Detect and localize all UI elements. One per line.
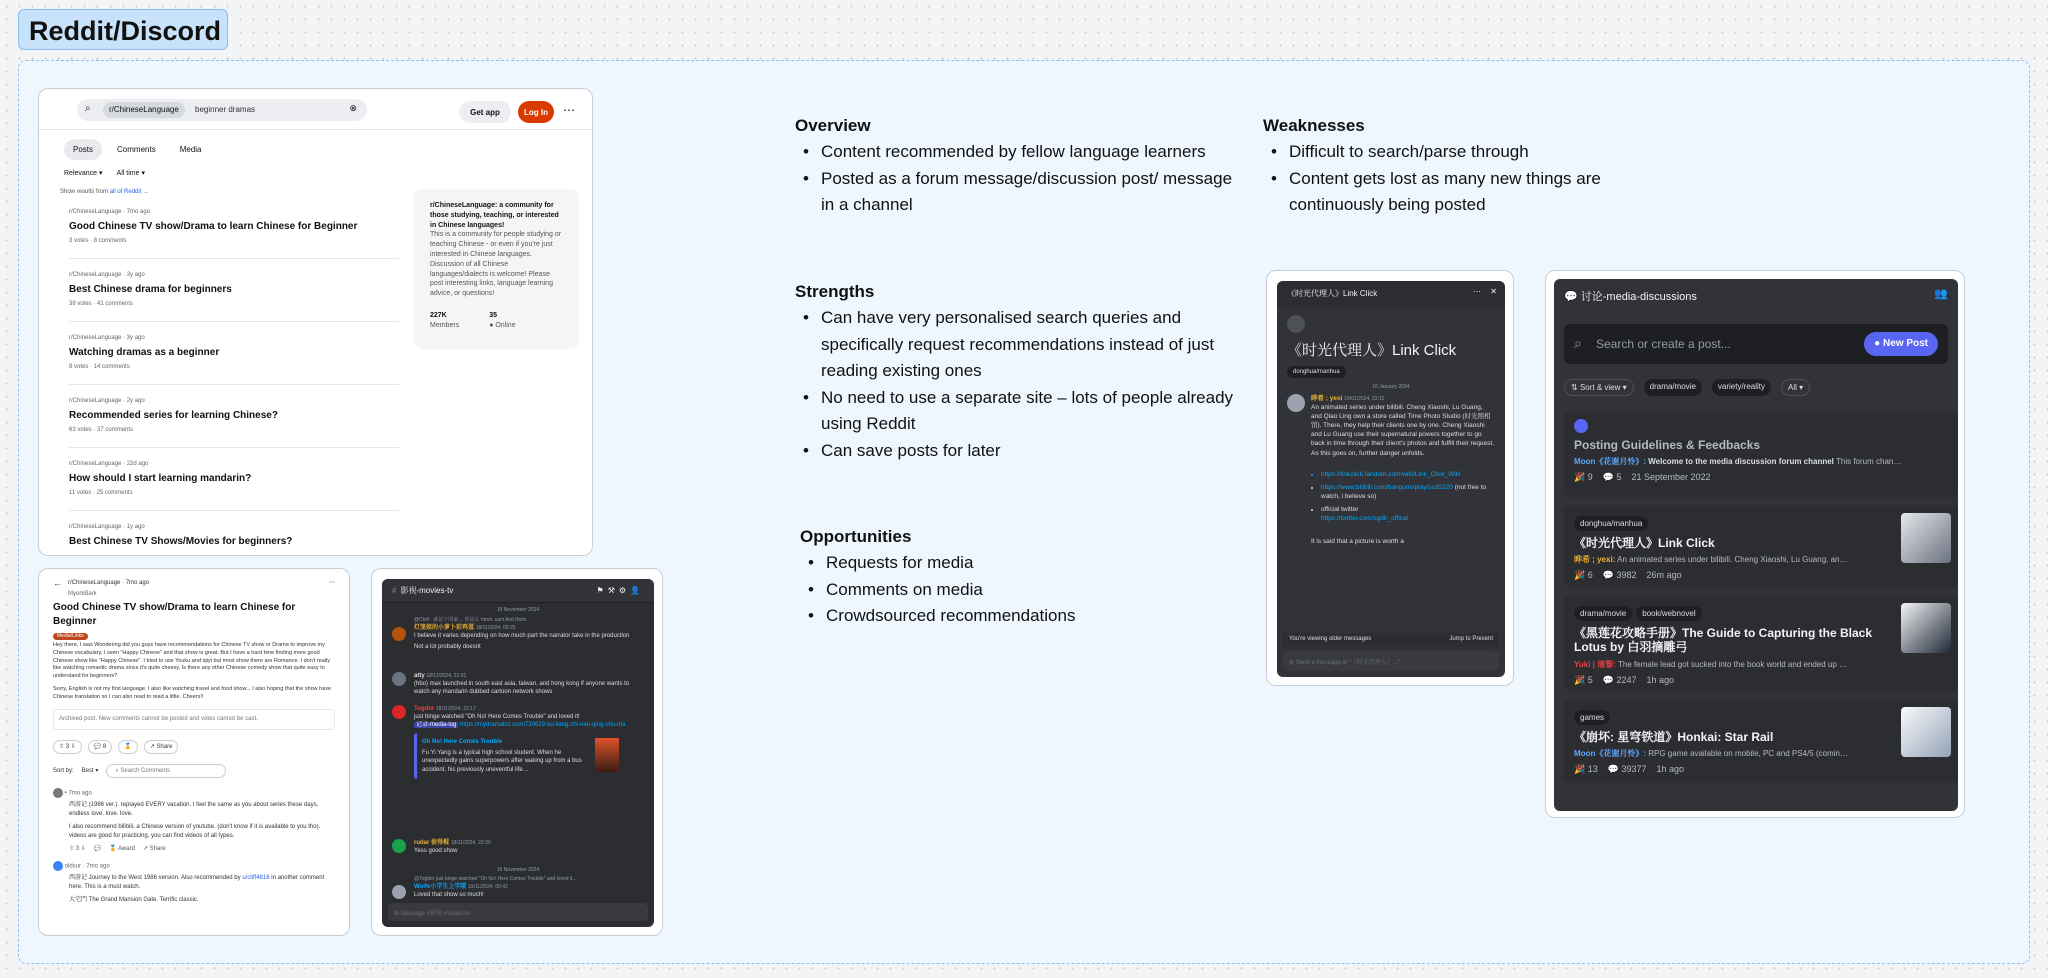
close-icon[interactable]: ✕ [1490, 287, 1497, 296]
avatar [53, 788, 63, 798]
get-app-button[interactable]: Get app [459, 101, 511, 123]
award-button[interactable]: 🏅 [118, 740, 137, 754]
search-icon: ⌕ [1574, 335, 1582, 351]
log-in-button[interactable]: Log In [518, 101, 554, 123]
thread-title: Good Chinese TV show/Drama to learn Chinese for Beginner [53, 601, 296, 627]
message: @Chill · 就是个国家… 你是么 hmm..sam.find them 灯笼姐的小萝卜彩鸡蛋 18/11/2024, 00:25 I believe it varies depending on how much part the narrator take in the production Not a lot probably doesnt [392, 617, 642, 651]
add-icon[interactable]: ⊕ [394, 911, 400, 917]
avatar [392, 672, 406, 686]
members-icon[interactable]: 👥 [1934, 288, 1948, 300]
weaknesses-item: • Difficult to search/parse through [1263, 139, 1603, 166]
overview-item: • Posted as a forum message/discussion post/ message in a channel [795, 166, 1235, 219]
share-button[interactable]: ↗ Share [144, 740, 179, 754]
frame-title: Reddit/Discord [18, 9, 228, 50]
reaction-count: 🎉 5 [1574, 674, 1593, 685]
reddit-thread-screenshot [38, 568, 350, 936]
comment-count: 💬 5 [1602, 472, 1622, 483]
reaction-count: 🎉 6 [1574, 570, 1593, 581]
time-filter[interactable]: All time ▾ [116, 170, 145, 177]
discord-post-screenshot [1266, 270, 1514, 686]
date-divider: 18 November 2024 [496, 607, 540, 613]
comments-button[interactable]: 💬 8 [88, 740, 112, 754]
comment: oldsur · 7mo ago 西游记 Journey to the West 1986 version. Also recommended by u/cliff4816 in another comment here. This is a must watch. 大宅門 The Grand Mansion Gate. Terrific classic. [53, 861, 335, 904]
community-card: r/ChineseLanguage: a community for those studying, teaching, or interested in Chinese languages! This is a community for people studying or teaching Chinese - or even if you're just interested in Chinese languages. Discussion of all Chinese languages/dialects is welcome! Please post interesting links, language learning advice, or questions! 227K Members 35 ● Online [414, 189, 579, 349]
bilibili-link[interactable]: https://www.bilibili.com/bangumi/play/ss35220 [1321, 483, 1453, 491]
weaknesses-section [1263, 116, 1603, 219]
opportunities-item: • Requests for media [800, 550, 1200, 577]
comment-share[interactable]: ↗ Share [142, 845, 166, 852]
tab-media[interactable]: Media [179, 145, 202, 154]
date-divider: 19 November 2024 [496, 867, 540, 873]
forum-header: 💬 讨论-media-discussions 👥 [1564, 288, 1948, 303]
strengths-item: • Can have very personalised search queries and specifically request recommendations instead of just reading existing ones [795, 305, 1235, 385]
search-result[interactable]: r/ChineseLanguage · 7mo ago Good Chinese TV show/Drama to learn Chinese for Beginner 3 votes · 8 comments [69, 209, 399, 259]
message-link[interactable]: https://mydramalist.com/720629-bu-liang-zhi-nan-qing-chu-ma [460, 722, 626, 729]
forum-post[interactable]: games 《崩坏: 星穹铁道》Honkai: Star Rail Moon《花谢月怜》: RPG game available on mobile, PC and PS4/5 (comin… 🎉 13 💬 39377 1h ago [1564, 699, 1958, 783]
post-thumbnail [1901, 513, 1951, 563]
show-results-from: Show results from all of Reddit → [60, 189, 150, 195]
overview-heading: Overview [795, 116, 871, 135]
message-input[interactable]: ⊕ Message #影视-movies-tv [388, 903, 648, 921]
overview-item: • Content recommended by fellow language learners [795, 139, 1235, 166]
thread-user: MyorkBark [68, 590, 97, 597]
thread-icon [1287, 315, 1305, 333]
result-tabs [64, 139, 211, 160]
sort-select[interactable]: Best ▾ [81, 767, 99, 774]
comment-count: 💬 2247 [1602, 674, 1637, 685]
strengths-item: • No need to use a separate site – lots of people already using Reddit [795, 385, 1235, 438]
hash-icon: # [392, 586, 397, 595]
strengths-heading: Strengths [795, 282, 875, 301]
post-tag: drama/movie [1574, 606, 1632, 621]
avatar [392, 705, 406, 719]
forum-post[interactable]: donghua/manhua 《时光代理人》Link Click 晔希 ; yexi: An animated series under bilibili. Cheng Xiaoshi, Lu Guang, an… 🎉 6 💬 3982 26m ago [1564, 505, 1958, 587]
post-tag[interactable]: donghua/manhua [1287, 366, 1346, 378]
message: rudar 彼得棍 18/11/2024, 22:30 Yess good show [392, 839, 642, 855]
search-result[interactable]: r/ChineseLanguage · 3y ago Best Chinese drama for beginners 38 votes · 41 comments [69, 272, 399, 322]
search-icon: ⌕ [85, 103, 91, 114]
discord-channel-screenshot [371, 568, 663, 936]
older-messages-bar: You're viewing older messages Jump to Present [1283, 633, 1499, 647]
avatar [53, 861, 63, 871]
subreddit-chip[interactable]: r/ChineseLanguage [103, 102, 185, 118]
date-divider: 16 January 2024 [1372, 384, 1410, 390]
search-result[interactable]: r/ChineseLanguage · 1y ago Best Chinese TV Shows/Movies for beginners? [69, 524, 293, 547]
weaknesses-item: • Content gets lost as many new things are continuously being posted [1263, 166, 1603, 219]
new-post-button[interactable]: ● New Post [1864, 332, 1938, 356]
post-thumbnail [1901, 707, 1951, 757]
thread-body-2: Sorry, English is not my first language. I also like watching travel and food show... I also hoping that the show have Chinese translation so I can also read to read a little. Cheers!! [53, 685, 332, 700]
reaction-count: 🎉 9 [1574, 472, 1593, 483]
clear-icon[interactable]: ⊗ [349, 103, 357, 113]
relevance-filter[interactable]: Relevance ▾ [64, 170, 103, 177]
sort-label: Sort by: [53, 767, 74, 774]
strengths-item: • Can save posts for later [795, 438, 1235, 465]
search-query[interactable]: beginner dramas [195, 105, 256, 114]
filters [64, 169, 145, 177]
post-title: 《时光代理人》Link Click [1287, 342, 1457, 359]
forum-post[interactable]: drama/movie book/webnovel 《黑莲花攻略手册》The Guide to Capturing the Black Lotus by 白羽摘雕弓 Yuki | 瑾黎: The female lead got sucked into the book world and ended up … 🎉 5 💬 2247 1h ago [1564, 595, 1958, 691]
thread-body: Hey there, I was Wondering did you guys have recommendations for Chinese TV show or Drama to improve my Chinese vocabulary, I seen "Happy Chinese" and that show is great. But I have a hard time finding more good Chinese show like "Happy Chinese". I tried to use Youku and iqiyi but most show there are Romance. I don't really like watching romantic drama since it's quite cheesy. Is there any other Chinese comedy show that quite easy to understand for beginners? [53, 642, 331, 680]
opportunities-heading: Opportunities [800, 527, 912, 546]
all-tags-button[interactable]: All ▾ [1781, 379, 1810, 396]
comment-count: 💬 3982 [1602, 570, 1637, 581]
comment-award[interactable]: 🏅 Award [109, 845, 135, 852]
tab-posts[interactable]: Posts [64, 139, 102, 160]
post-header: 《时光代理人》Link Click ⋯ ✕ [1277, 281, 1505, 307]
search-comments-input[interactable]: ⌕ Search Comments [106, 764, 226, 778]
comment: • 7mo ago 西游记 (1986 ver.). replayed EVERY vacation. I feel the same as you about series these days, endless love. love. love. I also recommend bilibili, a Chinese version of youtube. (don't know if it is available to you tho). videos are good for practicing, you can find videos of all types. ⇧ 3 ⇩ 💬 🏅 Award ↗ Share [53, 788, 335, 853]
all-reddit-link[interactable]: all of Reddit [109, 189, 142, 195]
comment-vote[interactable]: ⇧ 3 ⇩ [69, 845, 86, 852]
channel-toolbar-icons[interactable]: ⚑⚒⚙👤 [596, 586, 644, 595]
jump-to-present-button[interactable]: Jump to Present [1449, 636, 1493, 642]
thread-sub: r/ChineseLanguage · 7mo ago [68, 580, 150, 587]
search-result[interactable]: r/ChineseLanguage · 22d ago How should I start learning mandarin? 11 votes · 25 comments [69, 461, 399, 511]
message: Togdor 18/11/2024, 22:17 just binge watched "Oh No! Here Comes Trouble" and loved it! 记录-media-log https://mydramalist.com/720629-bu-liang-zhi-nan-qing-chu-ma Oh No! Here Comes Trouble Fu Yi Yang is a typical high school student. When he unexpectedly gains superpowers after waking up from a bus accident, his previously uneventful life… [392, 705, 642, 779]
channel-mention[interactable]: 记录-media-log [416, 722, 457, 729]
avatar [392, 627, 406, 641]
tag-filter-variety[interactable]: variety/reality [1712, 379, 1771, 396]
twitter-link[interactable]: https://twitter.com/sgdlr_offical [1321, 515, 1408, 523]
opportunities-item: • Comments on media [800, 577, 1200, 604]
weaknesses-heading: Weaknesses [1263, 116, 1365, 135]
search-result[interactable]: r/ChineseLanguage · 3y ago Watching dramas as a beginner 8 votes · 14 comments [69, 335, 399, 385]
avatar [392, 839, 406, 853]
more-icon[interactable]: ⋯ [329, 580, 335, 587]
flair-badge: Media/Links [53, 633, 88, 640]
back-icon[interactable]: ← [53, 578, 62, 588]
opportunities-item: • Crowdsourced recommendations [800, 603, 1200, 630]
message: @Togdor just binge watched "Oh No! Here Comes Trouble" and loved it... Wolfe小学生上学喽 19/11/2024, 00:42 Loved that show so much! [392, 876, 642, 899]
more-icon[interactable]: ⋯ [563, 103, 575, 117]
pin-icon [1574, 419, 1588, 433]
tab-comments[interactable]: Comments [117, 145, 156, 154]
sort-view-button[interactable]: ⇅ Sort & view ▾ [1564, 379, 1634, 396]
post-tag: book/webnovel [1636, 606, 1701, 621]
forum-post[interactable]: Posting Guidelines & Feedbacks Moon《花谢月怜》: Welcome to the media discussion forum channel This forum chan… 🎉 9 💬 5 21 September 2022 [1564, 411, 1958, 497]
avatar [392, 885, 406, 899]
embed-thumbnail [595, 738, 619, 772]
overview-section [795, 116, 1235, 219]
members-count: 227K [430, 311, 447, 319]
forum-filters [1564, 379, 1814, 396]
more-icon[interactable]: ⋯ [1473, 287, 1481, 296]
strengths-section [795, 282, 1235, 464]
link-embed[interactable]: Oh No! Here Comes Trouble Fu Yi Yang is a typical high school student. When he unexpectedly gains superpowers after waking up from a bus accident, his previously uneventful life… [414, 733, 624, 778]
tag-filter-drama[interactable]: drama/movie [1644, 379, 1702, 396]
vote-button[interactable]: ⇧ 3 ⇩ [53, 740, 82, 754]
post-message-input[interactable]: ⊕ Send a message in "《时光代理人》..." [1283, 651, 1499, 671]
channel-name: 影视-movies-tv [400, 586, 454, 595]
reddit-search-screenshot [38, 88, 593, 556]
post-thumbnail [1901, 603, 1951, 653]
forum-search[interactable]: ⌕ Search or create a post... ● New Post [1564, 324, 1948, 364]
forum-icon: 💬 [1564, 291, 1578, 303]
opportunities-section [800, 527, 1200, 630]
post-tag: donghua/manhua [1574, 516, 1648, 531]
search-result[interactable]: r/ChineseLanguage · 2y ago Recommended series for learning Chinese? 63 votes · 37 comments [69, 398, 399, 448]
wiki-link[interactable]: • https://linkclick.fandom.com/wiki/Link_Click_Wiki [1321, 470, 1495, 479]
avatar [1287, 394, 1305, 412]
search-bar[interactable] [77, 99, 367, 121]
online-count: 35 [489, 311, 497, 319]
message: atty 18/11/2024, 21:01 (hbo) max launched in south east asia, taiwan, and hong kong if anyone wants to watch any mandarin dubbed cartoon network shows [392, 672, 642, 696]
post-message: 晔希 ; yexi 16/01/2024, 22:12 An animated series under bilibili. Cheng Xiaoshi, Lu Guang, and Qiao Ling own a store called Time Photo Studio (时光照相馆). There, they help their clients one by one. Cheng Xiaoshi and Lu Guang use their supernatural powers together to go back in time through their client's photos and fulfill their request. As this goes on, further danger unfolds. • https://linkclick.fandom.com/wiki/Link_Click_Wiki • https://www.bilibili.com/bangumi/play/ss35220 (not free to watch, i believe so) • official twitter https://twitter.com/sgdlr_offical It is said that a picture is worth a [1287, 394, 1495, 546]
user-link[interactable]: u/cliff4816 [242, 875, 270, 882]
reaction-count: 🎉 13 [1574, 764, 1598, 775]
archived-notice: Archived post. New comments cannot be posted and votes cannot be cast. [53, 709, 335, 729]
post-tag: games [1574, 710, 1610, 725]
comment-count: 💬 39377 [1607, 764, 1647, 775]
comment-reply[interactable]: 💬 [93, 845, 102, 852]
discord-forum-screenshot [1545, 270, 1965, 818]
